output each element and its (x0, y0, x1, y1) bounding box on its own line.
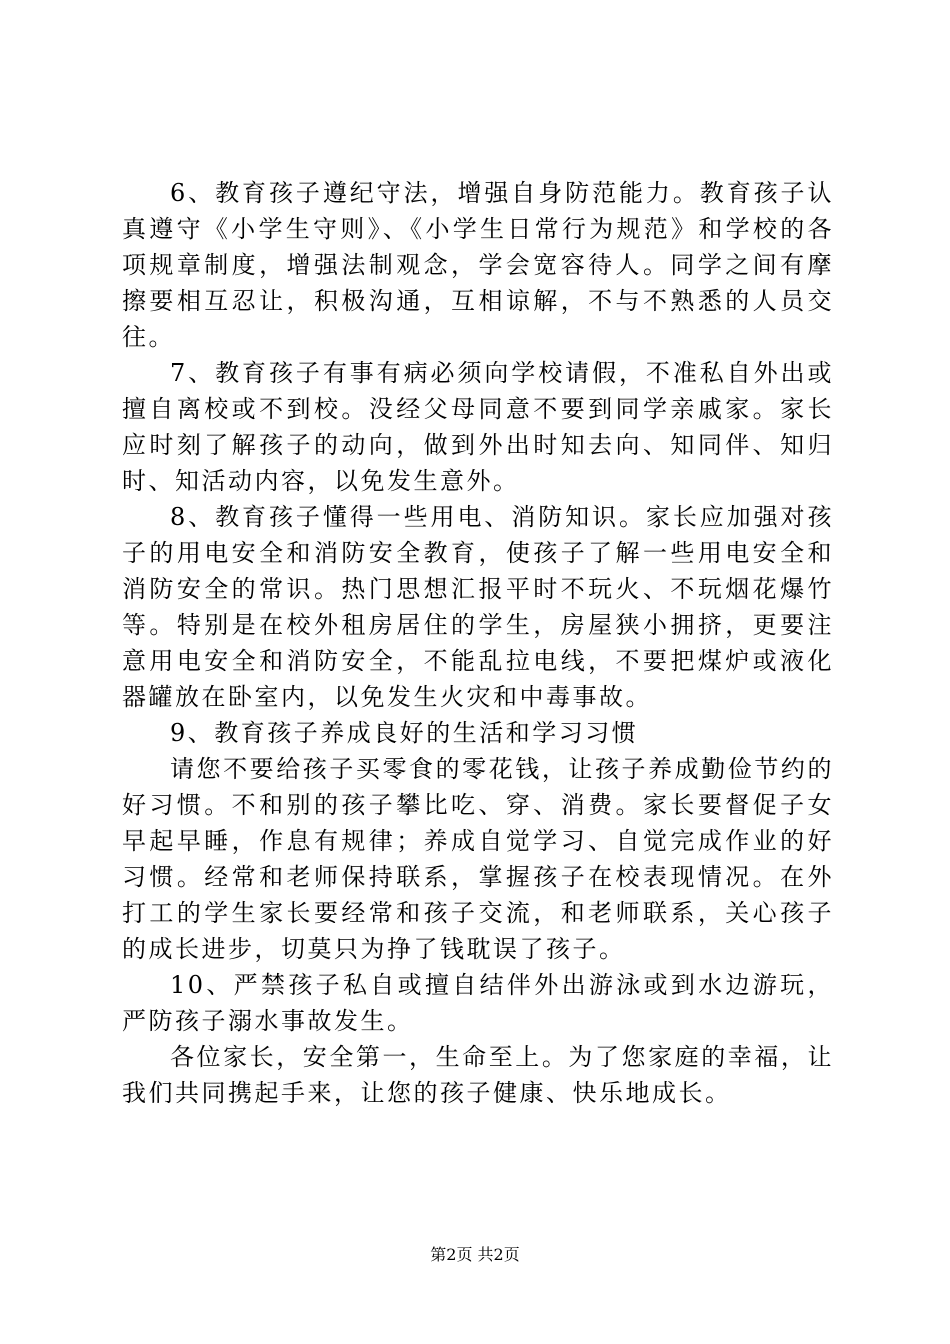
paragraph-item-10: 10、严禁孩子私自或擅自结伴外出游泳或到水边游玩，严防孩子溺水事故发生。 (122, 971, 834, 1035)
document-body (122, 175, 834, 1111)
page-number-footer: 第2页 共2页 (430, 1245, 520, 1264)
paragraph-item-9-body: 请您不要给孩子买零食的零花钱，让孩子养成勤俭节约的好习惯。不和别的孩子攀比吃、穿、消费。家长要督促子女早起早睡，作息有规律；养成自觉学习、自觉完成作业的好习惯。经常和老师保持联系，掌握孩子在校表现情况。在外打工的学生家长要经常和孩子交流，和老师联系，关心孩子的成长进步，切莫只为挣了钱耽误了孩子。 (122, 755, 834, 963)
paragraph-item-8: 8、教育孩子懂得一些用电、消防知识。家长应加强对孩子的用电安全和消防安全教育，使孩子了解一些用电安全和消防安全的常识。热门思想汇报平时不玩火、不玩烟花爆竹等。特别是在校外租房居住的学生，房屋狭小拥挤，更要注意用电安全和消防安全，不能乱拉电线，不要把煤炉或液化器罐放在卧室内，以免发生火灾和中毒事故。 (122, 503, 834, 711)
paragraph-item-6: 6、教育孩子遵纪守法，增强自身防范能力。教育孩子认真遵守《小学生守则》、《小学生日常行为规范》和学校的各项规章制度，增强法制观念，学会宽容待人。同学之间有摩擦要相互忍让，积极沟通，互相谅解，不与不熟悉的人员交往。 (122, 179, 834, 351)
paragraph-item-9-heading: 9、教育孩子养成良好的生活和学习习惯 (170, 719, 639, 747)
paragraph-closing: 各位家长，安全第一，生命至上。为了您家庭的幸福，让我们共同携起手来，让您的孩子健康、快乐地成长。 (122, 1043, 834, 1107)
paragraph-item-7: 7、教育孩子有事有病必须向学校请假，不准私自外出或擅自离校或不到校。没经父母同意不要到同学亲戚家。家长应时刻了解孩子的动向，做到外出时知去向、知同伴、知归时、知活动内容，以免发生意外。 (122, 359, 834, 495)
